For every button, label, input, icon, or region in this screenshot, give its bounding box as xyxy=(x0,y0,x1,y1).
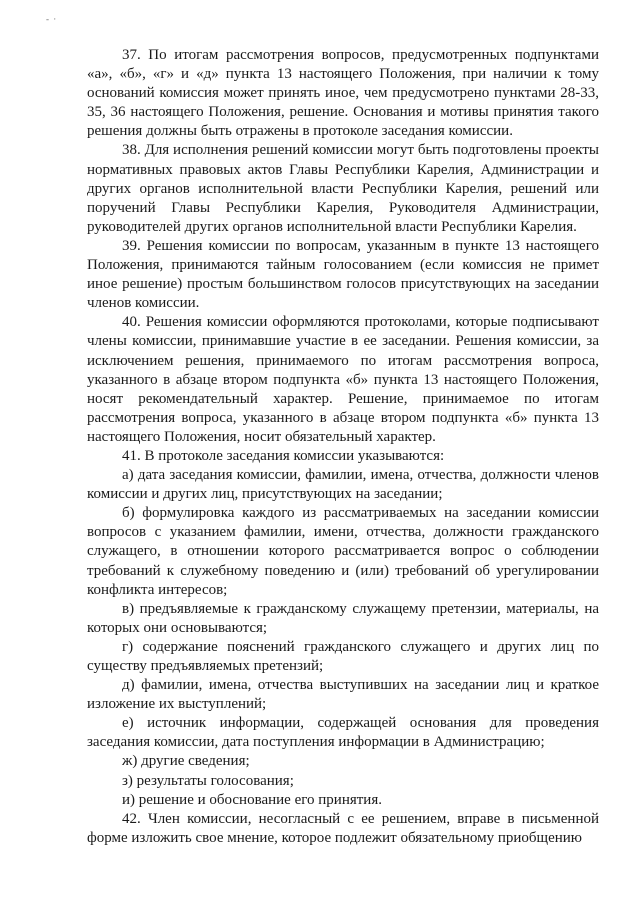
item-a: а) дата заседания комиссии, фамилии, имена, отчества, должности членов комиссии и других лиц, присутствующих на заседании; xyxy=(87,467,599,503)
paragraph-41: 41. В протоколе заседания комиссии указываются: xyxy=(122,447,445,464)
paragraph-42: 42. Член комиссии, несогласный с ее решением, вправе в письменной форме изложить свое мнение, которое подлежит обязательному приобщению xyxy=(87,810,599,846)
item-i: и) решение и обоснование его принятия. xyxy=(122,791,382,808)
paragraph-37: 37. По итогам рассмотрения вопросов, предусмотренных подпунктами «а», «б», «г» и «д» пункта 13 настоящего Положения, при наличии к тому оснований комиссия может принять иное, чем предусмотрено пунктами 28-33, 35, 36 настоящего Положения, решение. Основания и мотивы принятия такого решения должны быть отражены в протоколе заседания комиссии. xyxy=(87,47,599,140)
item-d: д) фамилии, имена, отчества выступивших на заседании лиц и краткое изложение их выступлений; xyxy=(87,677,599,713)
item-g: г) содержание пояснений гражданского служащего и других лиц по существу предъявляемых претензий; xyxy=(87,638,599,674)
paragraph-39: 39. Решения комиссии по вопросам, указанным в пункте 13 настоящего Положения, принимаются тайным голосованием (если комиссия не примет иное решение) простым большинством голосов присутствующих на заседании членов комиссии. xyxy=(87,237,599,312)
item-e: е) источник информации, содержащей основания для проведения заседания комиссии, дата поступления информации в Администрацию; xyxy=(87,715,599,751)
item-zh: ж) другие сведения; xyxy=(122,753,250,770)
paragraph-40: 40. Решения комиссии оформляются протоколами, которые подписывают члены комиссии, принимавшие участие в ее заседании. Решения комиссии, за исключением решения, принимаемого по итогам рассмотрения вопроса, указанного в абзаце втором подпункта «б» пункта 13 настоящего Положения, носят рекомендательный характер. Решение, принимаемое по итогам рассмотрения вопроса, указанного в абзаце втором подпункта «б» пункта 13 настоящего Положения, носит обязательный характер. xyxy=(87,314,599,445)
item-z: з) результаты голосования; xyxy=(122,772,294,789)
paragraph-38: 38. Для исполнения решений комиссии могут быть подготовлены проекты нормативных правовых актов Главы Республики Карелия, Администрации и других органов исполнительной власти Республики Карелия, решений или поручений Главы Республики Карелия, Руководителя Администрации, руководителей других органов исполнительной власти Республики Карелия. xyxy=(87,142,599,235)
corner-mark: - · xyxy=(46,14,58,24)
item-b: б) формулировка каждого из рассматриваемых на заседании комиссии вопросов с указанием фамилии, имени, отчества, должности гражданского служащего, в отношении которого рассматривается вопрос о соблюдении требований к служебному поведению и (или) требований об урегулировании конфликта интересов; xyxy=(87,505,599,598)
item-v: в) предъявляемые к гражданскому служащему претензии, материалы, на которых они основываются; xyxy=(87,600,599,636)
